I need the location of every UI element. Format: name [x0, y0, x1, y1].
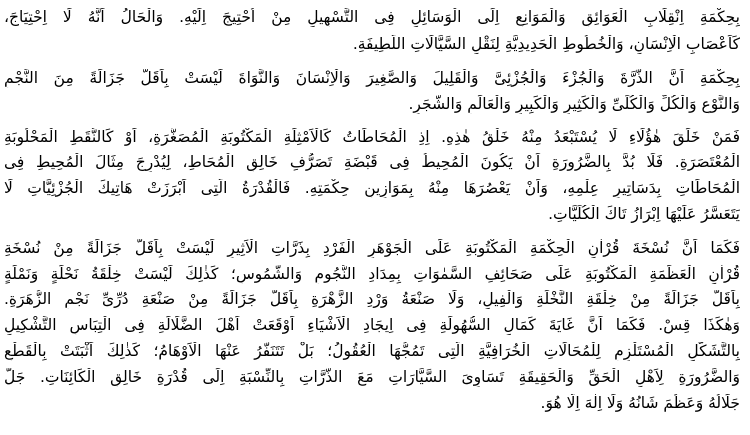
paragraph-4-line-2: قُرْاٰنِ الْعَظَمَةِ الْمَكْتُوبَةِ عَلَى صَحَائِفِ السَّمٰوَاتِ بِمِدَادِ النُّجُومِ وَالشُّمُوسِ؛ كَذٰلِكَ لَيْسَتْ خِلْقَةُ نَحْلَةٍ وَنَمْلَةٍ — [4, 265, 740, 283]
paragraph-4-line-3: بِاَقَلَّ جَزَالَةً مِنْ خِلْقَةِ النَّخْلَةِ وَالْفِيلِ، وَلَا صَنْعَةُ وَرْدِ الزَّهْرَةِ بِاَقَلَّ جَزَالَةً مِنْ صَنْعَةِ دُرِّىِّ نَجْمِ الزُّهَرَةِ. — [4, 290, 740, 308]
paragraph-1-line-1: بِحِكْمَةِ اِنْقِلَابِ الْعَوَائِقِ وَالْمَوَانِعِ اِلَى الْوَسَائِلِ فِى التَّسْهِيلِ مِنْ اُحْتِيجَ اِلَيْهِ. وَالْحَالُ اَنَّهُ لَا اِحْتِيَاجَ، — [4, 8, 740, 26]
paragraph-4-line-4: وَهٰكَذَا قِسْ. فَكَمَا اَنَّ غَايَةَ كَمَالِ السُّهُولَةِ فِى اِيجَادِ الْاَشْيَاءِ اَوْقَعَتْ اَهْلَ الضَّلَالَةِ فِى الْتِبَاسِ التَّشْكِيلِ — [4, 316, 740, 334]
paragraph-4-line-6: وَالضَّرُورَةِ لِاَهْلِ الْحَقِّ وَالْحَقِيقَةِ تَسَاوِىَ السَّيَّارَاتِ مَعَ الذَّرَّاتِ بِالنِّسْبَةِ اِلَى قُدْرَةِ خَالِقِ الْكَائِنَاتِ. جَلَّ — [4, 368, 740, 386]
paragraph-3-line-4: يَتَعَسَّرُ عَلَيْهَا اِبْرَازُ تَاكَ الْكُلِّيَّاتِ. — [548, 205, 740, 223]
paragraph-4-line-5: بِالتَّشَكُّلِ الْمُسْتَلْزِمِ لِلْمُحَالَاتِ الْخُرَافِيَّةِ الَّتِى تَمُجُّهَا الْعُقُولُ؛ بَلْ تَتَنَفَّرُ عَنْهَا الْاَوْهَامُ؛ كَذٰلِكَ اَثْبَتَتْ بِالْقَطْعِ — [4, 342, 740, 360]
paragraph-3-line-1: فَمَنْ خَلَقَ هٰؤُلَاءِ لَا يُسْتَبْعَدُ مِنْهُ خَلْقُ هٰذِهِ. اِذِ الْمُحَاطَاتُ كَالْاَمْثِلَةِ الْمَكْتُوبَةِ الْمُصَغَّرَةِ، اَوْ كَالنُّقَطِ الْمَحْلُوبَةِ — [4, 128, 740, 146]
paragraph-1-line-2: كَاَعْصَابِ الْاِنْسَانِ، وَالْخُطُوطِ الْحَدِيدِيَّةِ لِنَقْلِ السَّيَّالَاتِ اللَّطِيفَةِ. — [352, 35, 740, 53]
paragraph-2-line-2: وَالنَّوْعِ وَالْكُلِّ وَالْكُلِّىِّ وَالْكَثِيرِ وَالْكَبِيرِ وَالْعَالَمِ وَالشَّجَرِ. — [408, 95, 740, 113]
paragraph-4-line-1: فَكَمَا اَنَّ نُسْخَةَ قُرْاٰنِ الْحِكْمَةِ الْمَكْتُوبَةِ عَلَى الْجَوْهَرِ الْفَرْدِ بِذَرَّاتِ الْاَثِيرِ لَيْسَتْ بِاَقَلَّ جَزَالَةً مِنْ نُسْخَةِ — [4, 239, 740, 257]
paragraph-3-line-2: الْمُعْتَصَرَةِ. فَلَا بُدَّ بِالضَّرُورَةِ اَنْ يَكُونَ الْمُحِيطُ فِى قَبْضَةِ تَصَرُّفِ خَالِقِ الْمُحَاطِ، لِيُدْرِجَ مِثَالَ الْمُحِيطِ فِى — [4, 153, 740, 171]
paragraph-4-line-7: جَلَالُهُ وَعَظُمَ شَانُهُ وَلَا اِلٰهَ اِلَّا هُوَ. — [540, 394, 740, 412]
paragraph-2-line-1: بِحِكْمَةِ اَنَّ الذَّرَّةَ وَالْجُزْءَ وَالْجُزْئِىَّ وَالْقَلِيلَ وَالصَّغِيرَ وَالْاِنْسَانَ وَالنَّوَاةَ لَيْسَتْ بِاَقَلَّ جَزَالَةً مِنَ النَّجْمِ — [4, 69, 740, 87]
paragraph-3-line-3: الْمُحَاطَاتِ بِدَسَاتِيرِ عِلْمِهِ، وَاَنْ يَعْصُرَهَا مِنْهُ بِمَوَازِينِ حِكْمَتِهِ. فَالْقُدْرَةُ الَّتِى اَبْرَزَتْ هَاتِيكَ الْجُزْئِيَّاتِ لَا — [4, 179, 740, 197]
